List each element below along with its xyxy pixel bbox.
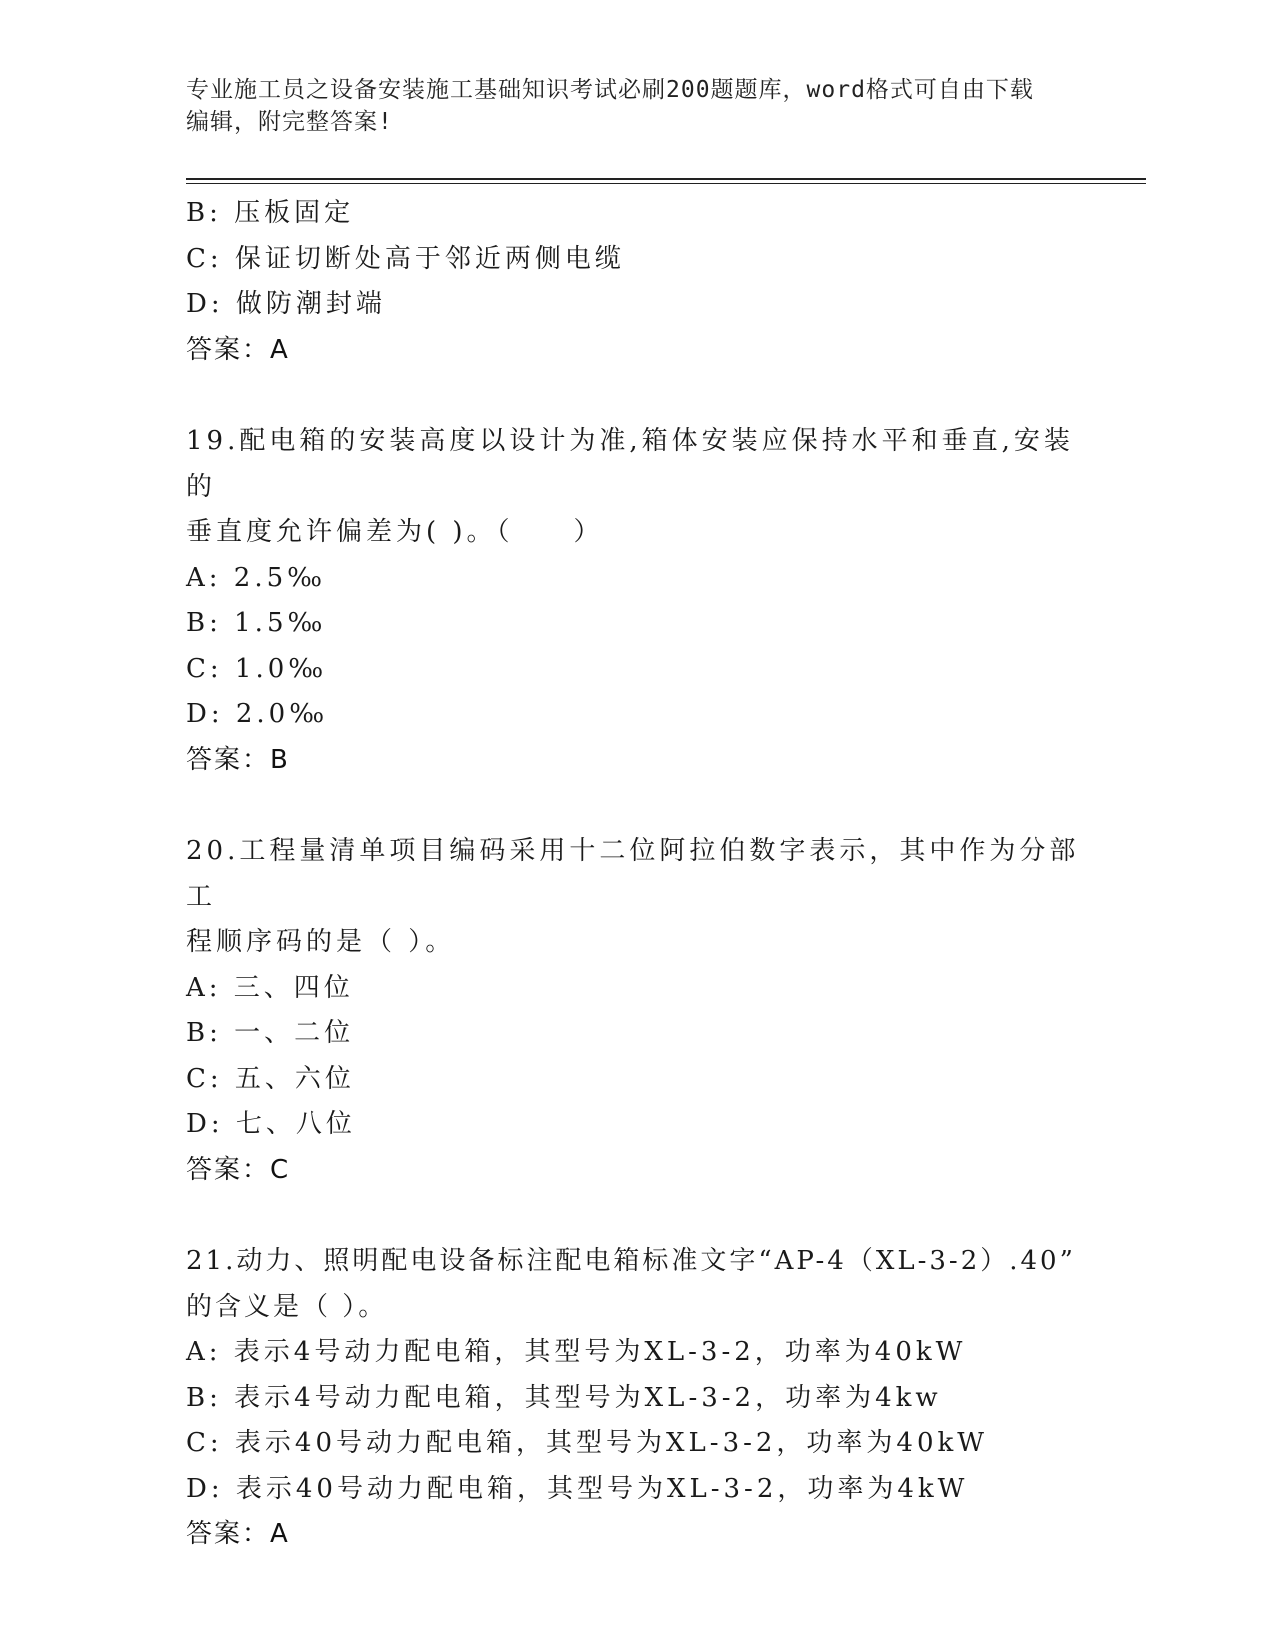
document-body xyxy=(186,191,1146,1558)
option-a: A: 2.5‰ xyxy=(186,562,327,593)
option-b: B: 压板固定 xyxy=(186,198,355,228)
question-text-line-2: 垂直度允许偏差为( )。（ ） xyxy=(186,517,604,547)
question-block-19 xyxy=(186,419,1146,783)
option-c: C: 五、六位 xyxy=(186,1063,355,1094)
question-text xyxy=(186,1239,1086,1330)
option-d: D: 表示40号动力配电箱，其型号为XL-3-2，功率为4kW xyxy=(186,1473,969,1504)
header-divider-thin xyxy=(186,183,1146,184)
question-text-line-1: 21.动力、照明配电设备标注配电箱标准文字“AP-4（XL-3-2）.40” xyxy=(186,1246,1076,1276)
option-c: C: 保证切断处高于邻近两侧电缆 xyxy=(186,243,625,274)
answer-line: 答案：B xyxy=(186,744,290,775)
option-a: A: 表示4号动力配电箱，其型号为XL-3-2，功率为40kW xyxy=(186,1337,967,1367)
question-block-18-continued xyxy=(186,191,1146,373)
document-page xyxy=(186,0,1146,1650)
answer-line: 答案：A xyxy=(186,1519,290,1549)
option-d: D: 七、八位 xyxy=(186,1109,356,1139)
answer-line: 答案：C xyxy=(186,1154,291,1185)
question-text-line-1: 19.配电箱的安装高度以设计为准,箱体安装应保持水平和垂直,安装的 xyxy=(186,426,1074,502)
question-text-line-1: 20.工程量清单项目编码采用十二位阿拉伯数字表示，其中作为分部工 xyxy=(186,836,1080,912)
question-text xyxy=(186,419,1086,556)
header-title-line-1: 专业施工员之设备安装施工基础知识考试必刷200题题库，word格式可自由下载 xyxy=(186,77,1034,103)
option-b: B: 表示4号动力配电箱，其型号为XL-3-2，功率为4kw xyxy=(186,1382,942,1413)
option-b: B: 一、二位 xyxy=(186,1018,355,1048)
document-header xyxy=(186,74,1066,138)
option-d: D: 做防潮封端 xyxy=(186,289,386,319)
option-b: B: 1.5‰ xyxy=(186,608,327,638)
option-d: D: 2.0‰ xyxy=(186,699,329,729)
question-text-line-2: 的含义是（ ）。 xyxy=(186,1291,388,1322)
option-a: A: 三、四位 xyxy=(186,972,354,1003)
header-divider-thick xyxy=(186,178,1146,180)
question-block-20 xyxy=(186,829,1146,1193)
answer-line: 答案：A xyxy=(186,334,290,365)
question-block-21 xyxy=(186,1239,1146,1558)
question-text xyxy=(186,829,1086,966)
header-title-line-2: 编辑，附完整答案! xyxy=(186,109,393,135)
option-c: C: 1.0‰ xyxy=(186,653,328,684)
option-c: C: 表示40号动力配电箱，其型号为XL-3-2，功率为40kW xyxy=(186,1428,988,1458)
question-text-line-2: 程顺序码的是（ ）。 xyxy=(186,927,456,957)
